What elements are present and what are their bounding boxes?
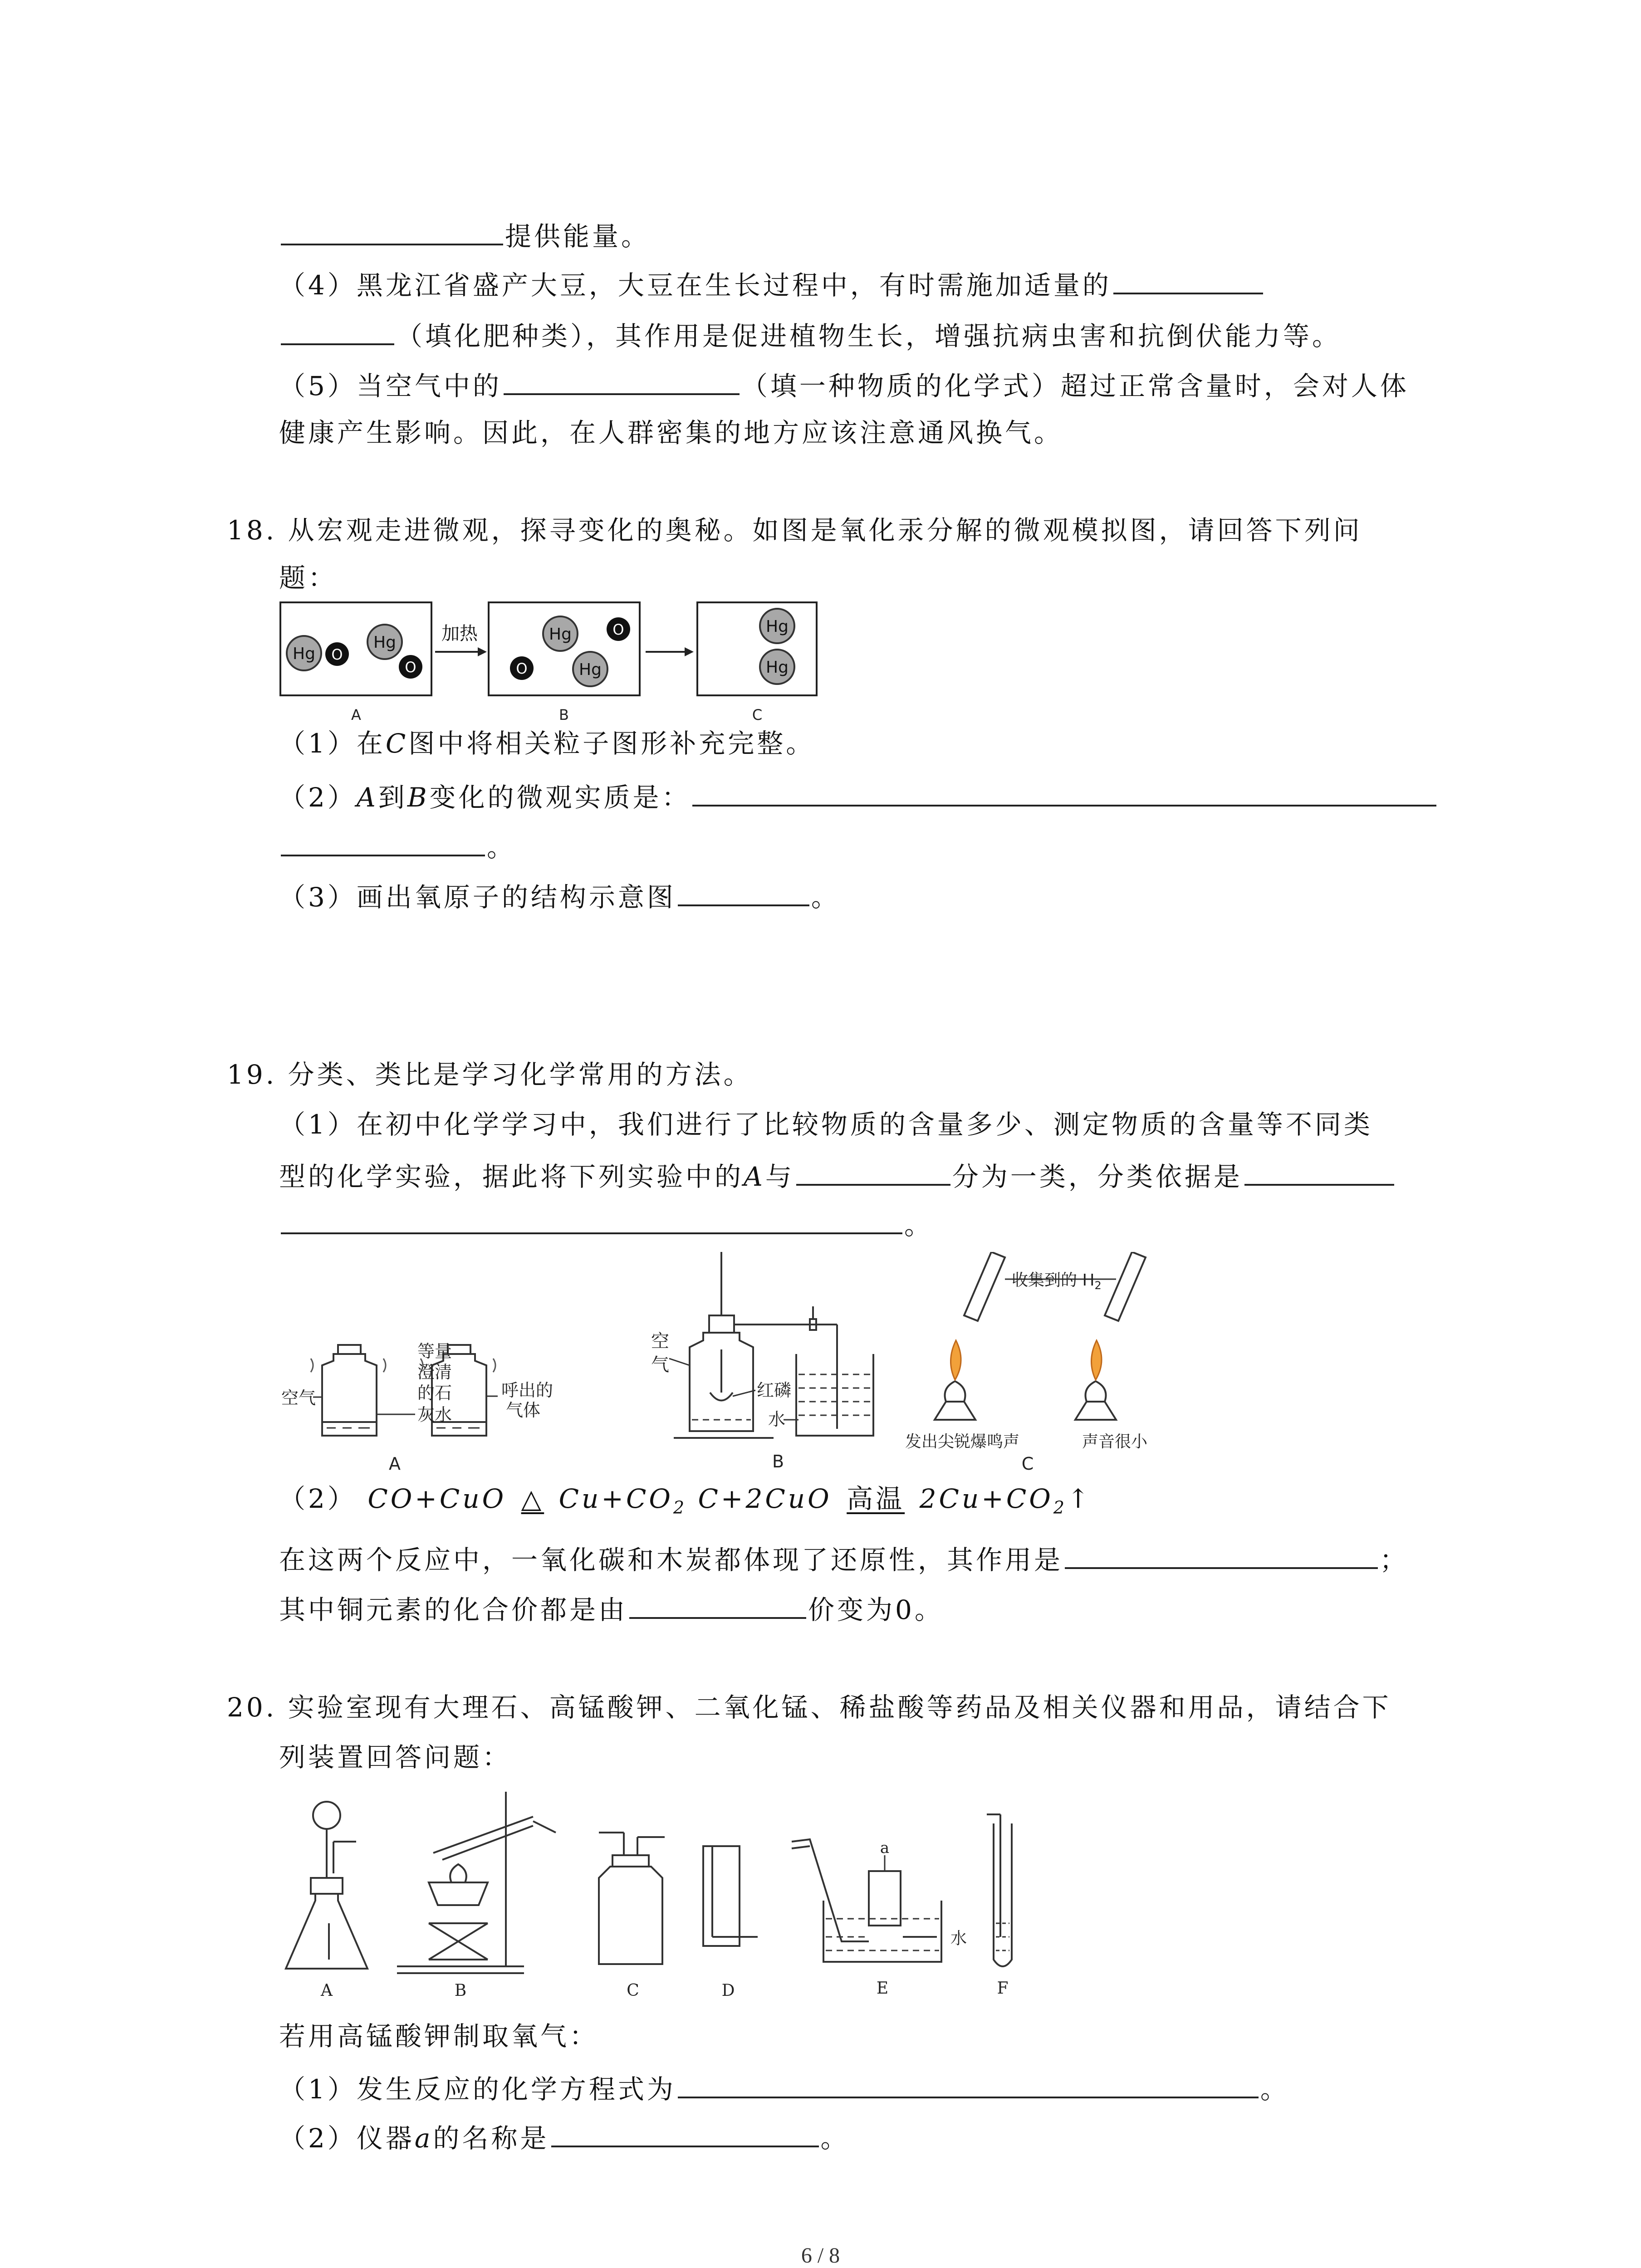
figure-label-a: A <box>351 706 361 723</box>
q19-part2-line2: 其中铜元素的化合价都是由 价变为0。 <box>279 1589 944 1628</box>
red-phosphorus-label: 红磷 <box>757 1380 792 1400</box>
answer-blank[interactable] <box>281 1204 902 1234</box>
answer-blank[interactable] <box>678 2068 1259 2098</box>
answer-blank[interactable] <box>1113 264 1263 294</box>
answer-blank[interactable] <box>1065 1539 1378 1569</box>
o-label: O <box>612 621 624 638</box>
figure-label-b: B <box>559 706 569 723</box>
figure-label-a: A <box>321 1981 333 2000</box>
hg-label: Hg <box>766 617 789 636</box>
answer-blank[interactable] <box>629 1589 806 1619</box>
apparatus-e <box>792 1839 941 1962</box>
svg-text:收集到的 H2: 收集到的 $H_2$ <box>1012 1271 1102 1292</box>
apparatus-a <box>286 1802 367 1969</box>
hgo-molecule <box>287 636 349 670</box>
collected-h2-label: 收集到的 H <box>1012 1271 1095 1290</box>
q20-intro: 若用高锰酸钾制取氧气： <box>279 2021 599 2052</box>
instrument-a-mark: a <box>880 1839 890 1857</box>
q19-part2-line1: 在这两个反应中，一氧化碳和木炭都体现了还原性，其作用是 ； <box>279 1539 1409 1578</box>
apparatus-b <box>397 1792 556 1973</box>
q17-part5-line2: 健康产生影响。因此，在人群密集的地方应该注意通风换气。 <box>279 417 1063 448</box>
q19-stem: 19. 分类、类比是学习化学常用的方法。 <box>227 1059 753 1090</box>
gas-label: 气体 <box>506 1400 541 1420</box>
limewater-label: 灰水 <box>417 1405 452 1425</box>
exhaled-label: 呼出的 <box>501 1380 554 1400</box>
q17-line-energy: 提供能量。 <box>279 215 650 254</box>
clear-label: 澄清 <box>417 1362 452 1382</box>
answer-blank[interactable] <box>281 215 503 245</box>
hgo-molecule <box>367 625 422 679</box>
figure-label-d: D <box>721 1981 735 2000</box>
answer-blank[interactable] <box>504 365 740 395</box>
o-label: O <box>405 659 416 676</box>
q20-apparatus-figure <box>279 1787 1096 2005</box>
q18-part2-line1: （2）A到B变化的微观实质是： <box>279 777 1438 815</box>
answer-blank[interactable] <box>551 2117 819 2147</box>
q18-part3: （3）画出氧原子的结构示意图 。 <box>279 876 840 915</box>
figure-label-b: B <box>454 1981 467 2000</box>
figure-label-c: C <box>752 706 763 723</box>
air-label: 空气 <box>281 1388 316 1408</box>
water-label: 水 <box>950 1929 967 1948</box>
hg-label: Hg <box>373 633 396 652</box>
figure-label-f: F <box>997 1979 1009 1998</box>
answer-blank[interactable] <box>281 315 394 345</box>
q17-part5-line1: （5）当空气中的 （填一种物质的化学式）超过正常含量时，会对人体 <box>279 365 1409 404</box>
o-label: O <box>516 660 528 677</box>
apparatus-d <box>703 1846 758 1946</box>
page-number: 6 / 8 <box>801 2244 840 2268</box>
figure-label-e: E <box>876 1979 889 1998</box>
answer-blank[interactable] <box>796 1156 950 1186</box>
figure-label-a: A <box>389 1454 401 1474</box>
soft-sound-label: 声音很小 <box>1082 1432 1148 1451</box>
equation-condition-heat: △ <box>521 1483 544 1514</box>
q18-part1: （1）在C图中将相关粒子图形补充完整。 <box>279 728 815 759</box>
q19-part1-line1: （1）在初中化学学习中，我们进行了比较物质的含量多少、测定物质的含量等不同类 <box>279 1109 1373 1140</box>
q20-stem-line1: 20. 实验室现有大理石、高锰酸钾、二氧化锰、稀盐酸等药品及相关仪器和用品，请结合下 <box>227 1692 1391 1723</box>
answer-blank[interactable] <box>678 876 809 906</box>
q18-stem-line1: 18. 从宏观走进微观，探寻变化的奥秘。如图是氧化汞分解的微观模拟图，请回答下列问 <box>227 515 1362 546</box>
q18-part2-line2: 。 <box>279 826 516 865</box>
figure-label-c: C <box>627 1981 639 2000</box>
air-label-b2: 气 <box>651 1354 669 1375</box>
q19-part1-line2: 型的化学实验，据此将下列实验中的A与 分为一类，分类依据是 <box>279 1156 1396 1194</box>
hg-label: Hg <box>579 660 602 679</box>
q19-part1-line3: 。 <box>279 1204 933 1243</box>
q18-particle-figure <box>279 601 823 723</box>
air-label-b1: 空 <box>651 1331 669 1352</box>
q19-experiment-figure <box>279 1252 1195 1479</box>
hg-label: Hg <box>549 625 572 644</box>
q20-part1: （1）发生反应的化学方程式为 。 <box>279 2068 1289 2107</box>
hg-label: Hg <box>293 645 315 663</box>
apparatus-f <box>987 1814 1012 1966</box>
figure-label-c: C <box>1021 1454 1034 1474</box>
heating-label: 加热 <box>441 623 478 644</box>
q20-stem-line2: 列装置回答问题： <box>279 1742 512 1773</box>
apparatus-c <box>599 1833 665 1964</box>
q19-part2-equations: （2） CO+CuO △ $Cu+CO_2$ C+2CuO 高温 $2Cu+CO_2↑$ <box>279 1483 1092 1518</box>
lime-label: 的石 <box>417 1383 452 1403</box>
q20-part2: （2）仪器a的名称是 。 <box>279 2117 850 2156</box>
answer-blank[interactable] <box>281 826 485 856</box>
o-label: O <box>331 646 343 663</box>
q17-part4-line1: （4）黑龙江省盛产大豆，大豆在生长过程中，有时需施加适量的 <box>279 264 1265 303</box>
water-label: 水 <box>768 1409 786 1429</box>
answer-blank[interactable] <box>1244 1156 1394 1186</box>
answer-blank[interactable] <box>692 777 1436 807</box>
equal-amount-label: 等量 <box>417 1341 452 1361</box>
figure-label-b: B <box>772 1452 784 1471</box>
sharp-sound-label: 发出尖锐爆鸣声 <box>905 1432 1020 1451</box>
q17-part4-line2: （填化肥种类），其作用是促进植物生长，增强抗病虫害和抗倒伏能力等。 <box>279 315 1341 354</box>
equation-condition-high-temp: 高温 <box>847 1483 905 1514</box>
q18-stem-line2: 题： <box>279 562 338 593</box>
hg-label: Hg <box>766 658 789 677</box>
